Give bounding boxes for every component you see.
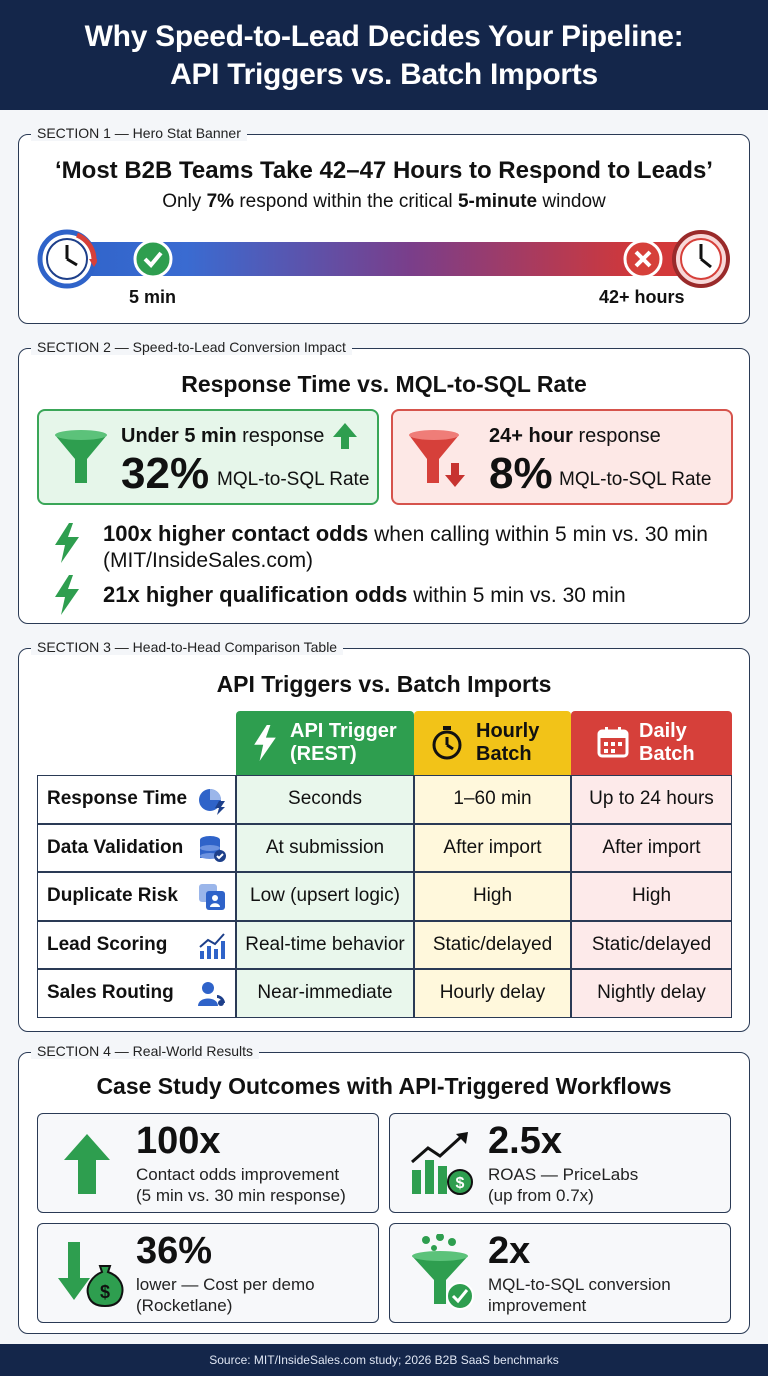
hero-sub-mid: respond within the critical	[234, 191, 458, 212]
fact1-bold: 100x higher contact odds	[103, 521, 369, 546]
section-label: SECTION 1 — Hero Stat Banner	[31, 125, 247, 141]
svg-text:$: $	[455, 1175, 465, 1192]
section-hero	[18, 125, 750, 324]
table-cell-daily	[571, 921, 732, 970]
clock-slow-icon	[671, 229, 731, 289]
calendar-icon	[597, 726, 629, 758]
result-desc-line1: MQL-to-SQL conversion	[488, 1275, 671, 1294]
result-desc-line2: (5 min vs. 30 min response)	[136, 1186, 346, 1205]
table-row-header	[37, 921, 236, 970]
scoring-chart-icon	[197, 931, 227, 967]
funnel-icon	[53, 429, 109, 489]
section-label: SECTION 3 — Head-to-Head Comparison Table	[31, 639, 343, 655]
check-circle-icon	[133, 239, 173, 279]
row-label: Data Validation	[47, 836, 184, 858]
table-row-header	[37, 872, 236, 921]
cell-value: Near-immediate	[257, 982, 393, 1004]
column-api-line1: API Trigger	[290, 720, 397, 742]
result-description	[488, 1164, 638, 1206]
column-hourly-line1: Hourly	[476, 720, 540, 742]
money-bag-down-icon	[52, 1238, 126, 1310]
result-card-mql-sql	[389, 1223, 731, 1323]
table-row-header	[37, 775, 236, 824]
result-description	[488, 1274, 671, 1316]
clock-fast-icon	[37, 229, 97, 289]
table-cell-api	[236, 969, 414, 1018]
result-desc-line1: Contact odds improvement	[136, 1165, 340, 1184]
page-header	[0, 0, 768, 110]
row-label: Duplicate Risk	[47, 885, 178, 907]
row-label: Sales Routing	[47, 982, 174, 1004]
section-comparison	[18, 639, 750, 1032]
table-cell-hourly	[414, 872, 571, 921]
table-cell-daily	[571, 824, 732, 873]
slow-response-value: 8%	[489, 449, 553, 498]
cell-value: Seconds	[288, 788, 362, 810]
column-api-line2: (REST)	[290, 743, 357, 765]
table-cell-daily	[571, 969, 732, 1018]
result-value: 36%	[136, 1230, 213, 1272]
stopwatch-icon	[430, 725, 464, 761]
table-cell-hourly	[414, 775, 571, 824]
column-api-trigger	[236, 711, 414, 775]
response-time-icon	[197, 785, 227, 821]
hero-sub-pct: 7%	[206, 191, 235, 212]
routing-user-icon	[197, 979, 227, 1015]
cell-value: High	[631, 885, 672, 907]
table-cell-hourly	[414, 969, 571, 1018]
result-value: 2x	[488, 1230, 531, 1272]
fast-response-card	[37, 409, 379, 505]
cell-value: At submission	[265, 836, 385, 858]
table-cell-daily	[571, 775, 732, 824]
hero-sub-window: 5-minute	[457, 191, 538, 212]
hero-sub-post: window	[537, 191, 606, 212]
table-cell-api	[236, 824, 414, 873]
row-label: Response Time	[47, 788, 188, 810]
fact2-rest: within 5 min vs. 30 min	[407, 584, 626, 607]
cell-value: Nightly delay	[597, 982, 706, 1004]
result-desc-line2: (Rocketlane)	[136, 1296, 233, 1315]
result-card-contact-odds	[37, 1113, 379, 1213]
arrow-up-icon	[62, 1132, 112, 1196]
cell-value: Static/delayed	[432, 933, 553, 955]
funnel-down-icon	[407, 429, 467, 491]
x-circle-icon	[623, 239, 663, 279]
row-label: Lead Scoring	[47, 933, 168, 955]
result-value: 100x	[136, 1120, 221, 1162]
table-cell-daily	[571, 872, 732, 921]
result-desc-line2: (up from 0.7x)	[488, 1186, 594, 1205]
page-title-line1: Why Speed-to-Lead Decides Your Pipeline:	[84, 20, 684, 53]
svg-text:$: $	[99, 1282, 111, 1302]
slow-response-rest: response	[572, 425, 661, 447]
fast-response-label	[121, 425, 324, 448]
fact1-rest: when calling within 5 min vs. 30 min	[368, 523, 708, 546]
duplicate-icon	[197, 882, 227, 918]
section-label: SECTION 4 — Real-World Results	[31, 1043, 259, 1059]
section-label: SECTION 2 — Speed-to-Lead Conversion Impact	[31, 339, 352, 355]
fast-response-rest: response	[236, 425, 325, 447]
table-cell-api	[236, 775, 414, 824]
column-daily-batch	[571, 711, 732, 775]
fast-response-bold: Under 5 min	[121, 425, 237, 447]
result-value: 2.5x	[488, 1120, 562, 1162]
slow-response-bold: 24+ hour	[489, 425, 573, 447]
source-footer: Source: MIT/InsideSales.com study; 2026 B2B SaaS benchmarks	[0, 1344, 768, 1376]
result-desc-line1: lower — Cost per demo	[136, 1275, 315, 1294]
database-icon	[197, 834, 227, 870]
hero-sub-pre: Only	[162, 191, 207, 212]
fact-qualification-odds	[103, 582, 626, 609]
column-hourly-batch	[414, 711, 571, 775]
section-impact	[18, 339, 750, 624]
result-description	[136, 1274, 315, 1316]
result-card-roas	[389, 1113, 731, 1213]
cell-value: Up to 24 hours	[589, 788, 714, 810]
cell-value: Low (upsert logic)	[250, 885, 400, 907]
hero-title: ‘Most B2B Teams Take 42–47 Hours to Respond to Leads’	[55, 157, 713, 184]
table-cell-hourly	[414, 824, 571, 873]
funnel-check-icon	[410, 1234, 478, 1314]
column-hourly-line2: Batch	[476, 743, 532, 765]
column-daily-line2: Batch	[639, 743, 695, 765]
slow-response-card	[391, 409, 733, 505]
cell-value: Hourly delay	[439, 982, 546, 1004]
result-card-cost-per-demo	[37, 1223, 379, 1323]
cell-value: Static/delayed	[591, 933, 712, 955]
fast-response-unit: MQL-to-SQL Rate	[217, 469, 370, 490]
table-row-header	[37, 824, 236, 873]
cell-value: After import	[602, 836, 701, 858]
column-daily-line1: Daily	[639, 720, 687, 742]
fact-contact-odds	[103, 521, 708, 574]
arrow-up-icon	[331, 421, 359, 451]
cell-value: After import	[443, 836, 542, 858]
table-cell-api	[236, 921, 414, 970]
result-description	[136, 1164, 346, 1206]
table-cell-hourly	[414, 921, 571, 970]
bar-right-label: 42+ hours	[599, 287, 685, 307]
result-desc-line2: improvement	[488, 1296, 587, 1315]
fact1-source: (MIT/InsideSales.com)	[103, 549, 314, 572]
table-row-header	[37, 969, 236, 1018]
section-title: Response Time vs. MQL-to-SQL Rate	[181, 371, 587, 397]
fast-response-value: 32%	[121, 449, 210, 498]
bar-left-label: 5 min	[129, 287, 177, 307]
lightning-icon	[53, 523, 81, 563]
table-cell-api	[236, 872, 414, 921]
cell-value: High	[472, 885, 513, 907]
growth-chart-icon	[408, 1130, 478, 1198]
page-title-line2: API Triggers vs. Batch Imports	[170, 58, 598, 91]
lightning-icon	[53, 575, 81, 615]
lightning-icon	[252, 725, 278, 761]
cell-value: Real-time behavior	[245, 933, 405, 955]
slow-response-unit: MQL-to-SQL Rate	[559, 469, 712, 490]
hero-subtitle	[19, 191, 749, 213]
result-desc-line1: ROAS — PriceLabs	[488, 1165, 639, 1184]
cell-value: 1–60 min	[453, 788, 532, 810]
section-title: API Triggers vs. Batch Imports	[216, 671, 552, 697]
fact2-bold: 21x higher qualification odds	[103, 582, 408, 607]
section-results	[18, 1043, 750, 1334]
section-title: Case Study Outcomes with API-Triggered Workflows	[96, 1073, 672, 1099]
slow-response-label	[489, 425, 661, 448]
